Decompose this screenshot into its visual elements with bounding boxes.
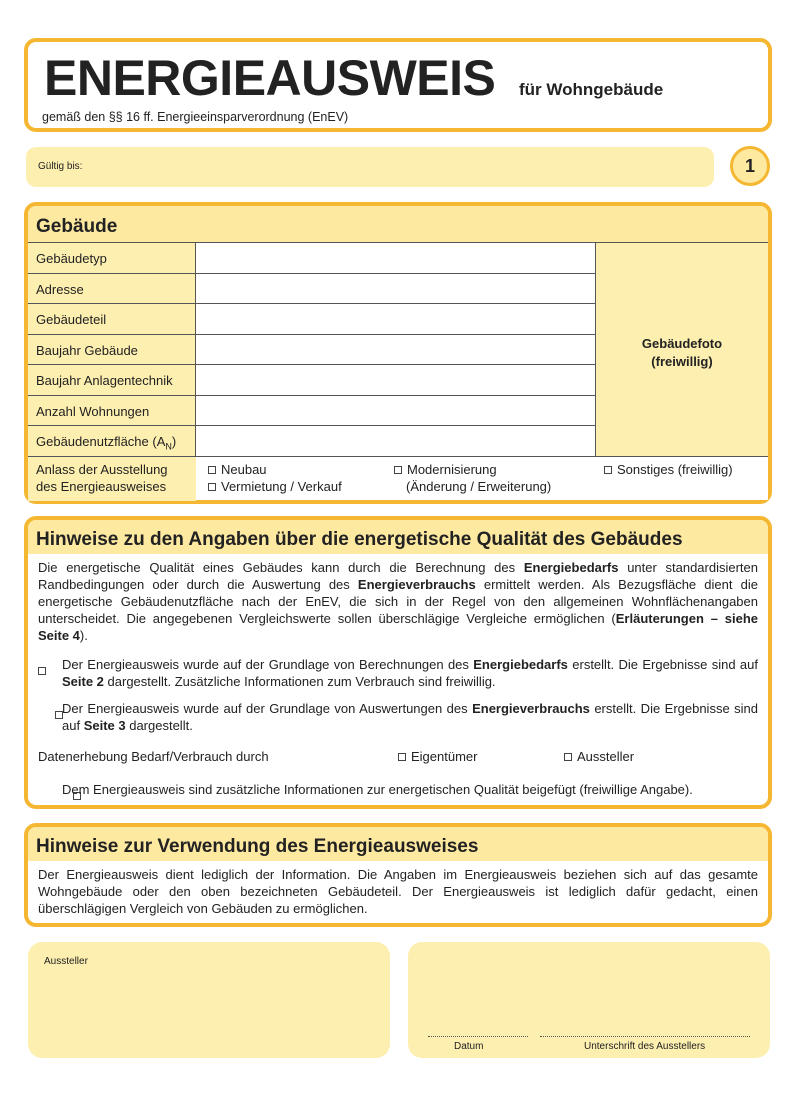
issuer-label: Aussteller: [44, 956, 88, 967]
checkbox-icon[interactable]: [398, 753, 406, 761]
usage-text: Der Energieausweis dient lediglich der Information. Die Angaben im Energieausweis beziehen sich auf das gesamte Wohngebäude oder den oben bezeichneten Gebäudeteil. Der Energieausweis ist lediglich dafür gedacht, einen überschlägigen Vergleich von Gebäuden zu ermöglichen.: [38, 867, 758, 916]
checkbox-icon[interactable]: [604, 466, 612, 474]
energy-quality-hints-section: [24, 516, 772, 809]
row-label: Gebäudenutzfläche $(A_N)$: [28, 426, 196, 456]
consumption-based-option-text: Der Energieausweis wurde auf der Grundlage von Auswertungen des Energieverbrauchs erstellt. Die Ergebnisse sind auf Seite 3 dargestellt.: [62, 701, 758, 733]
modernisierung-note: (Änderung / Erweiterung): [406, 479, 552, 494]
building-part-field[interactable]: [196, 304, 596, 334]
checkbox-icon[interactable]: [564, 753, 572, 761]
checkbox-vermietung[interactable]: Vermietung / Verkauf: [208, 478, 342, 495]
date-line[interactable]: [428, 1036, 528, 1037]
checkbox-sonstiges[interactable]: Sonstiges (freiwillig): [604, 461, 733, 478]
usage-heading: Hinweise zur Verwendung des Energieausweises: [28, 827, 768, 861]
checkbox-icon[interactable]: [394, 466, 402, 474]
address-field[interactable]: [196, 274, 596, 304]
signature-label: Unterschrift des Ausstellers: [584, 1041, 706, 1052]
hints-intro-paragraph: Die energetische Qualität eines Gebäudes kann durch die Berechnung des Energiebedarfs unter standardisierten Randbedingungen oder durch die Auswertung des Energieverbrauchs ermittelt werden. Als Bezugsfläche dient die energetische Gebäudenutzfläche nach der EnEV, die sich in der Regel von den allgemeinen Wohnflächenangaben unterscheidet. Die angegebenen Vergleichswerte sollen überschlägige Vergleiche ermöglichen (Erläuterungen – siehe Seite 4).: [38, 560, 759, 643]
document-title: ENERGIEAUSWEIS: [44, 50, 496, 106]
building-heading: Gebäude: [28, 206, 768, 242]
hints-heading: Hinweise zu den Angaben über die energetische Qualität des Gebäudes: [28, 520, 768, 554]
checkbox-demand-based[interactable]: [38, 667, 46, 675]
date-label: Datum: [454, 1041, 484, 1052]
document-subtitle: für Wohngebäude: [519, 80, 664, 99]
issuance-reason-row: [28, 456, 768, 500]
building-section: [24, 202, 772, 504]
row-label: Baujahr Gebäude: [28, 335, 196, 365]
checkbox-owner[interactable]: Eigentümer: [398, 748, 477, 765]
row-label: Gebäudetyp: [28, 243, 196, 273]
photo-label: Gebäudefoto: [641, 336, 723, 351]
construction-year-field[interactable]: [196, 335, 596, 365]
checkbox-issuer[interactable]: Aussteller: [564, 748, 634, 765]
row-label: Anzahl Wohnungen: [28, 396, 196, 426]
system-year-field[interactable]: [196, 365, 596, 395]
checkbox-icon[interactable]: [208, 483, 216, 491]
apartments-field[interactable]: [196, 396, 596, 426]
legal-basis: gemäß den §§ 16 ff. Energieeinsparverordnung (EnEV): [42, 110, 349, 124]
usable-area-field[interactable]: [196, 426, 596, 456]
issuance-reason-label: Anlass der Ausstellung des Energieausweises: [28, 457, 196, 501]
usage-hints-section: [24, 823, 772, 927]
signature-block: [408, 942, 770, 1058]
additional-info-option-text: Dem Energieausweis sind zusätzliche Informationen zur energetischen Qualität beigefügt (freiwillige Angabe).: [62, 782, 693, 797]
checkbox-neubau[interactable]: Neubau: [208, 461, 267, 478]
issuer-field[interactable]: [28, 942, 390, 1058]
demand-based-option-text: Der Energieausweis wurde auf der Grundlage von Berechnungen des Energiebedarfs erstellt. Die Ergebnisse sind auf Seite 2 dargestellt. Zusätzliche Informationen zum Verbrauch sind freiwillig.: [62, 657, 758, 689]
row-label: Baujahr Anlagentechnik: [28, 365, 196, 395]
building-photo-area[interactable]: [596, 242, 768, 456]
checkbox-icon[interactable]: [208, 466, 216, 474]
validity-field[interactable]: [26, 147, 714, 187]
checkbox-modernisierung[interactable]: Modernisierung: [394, 461, 497, 478]
photo-optional-label: (freiwillig): [651, 354, 713, 369]
row-label: Gebäudeteil: [28, 304, 196, 334]
row-label: Adresse: [28, 274, 196, 304]
building-type-field[interactable]: [196, 243, 596, 273]
data-collection-label: Datenerhebung Bedarf/Verbrauch durch: [38, 749, 269, 764]
validity-label: Gültig bis:: [38, 161, 83, 172]
page-number-badge: 1: [730, 146, 770, 186]
document-header: [24, 38, 772, 132]
signature-line[interactable]: [540, 1036, 750, 1037]
